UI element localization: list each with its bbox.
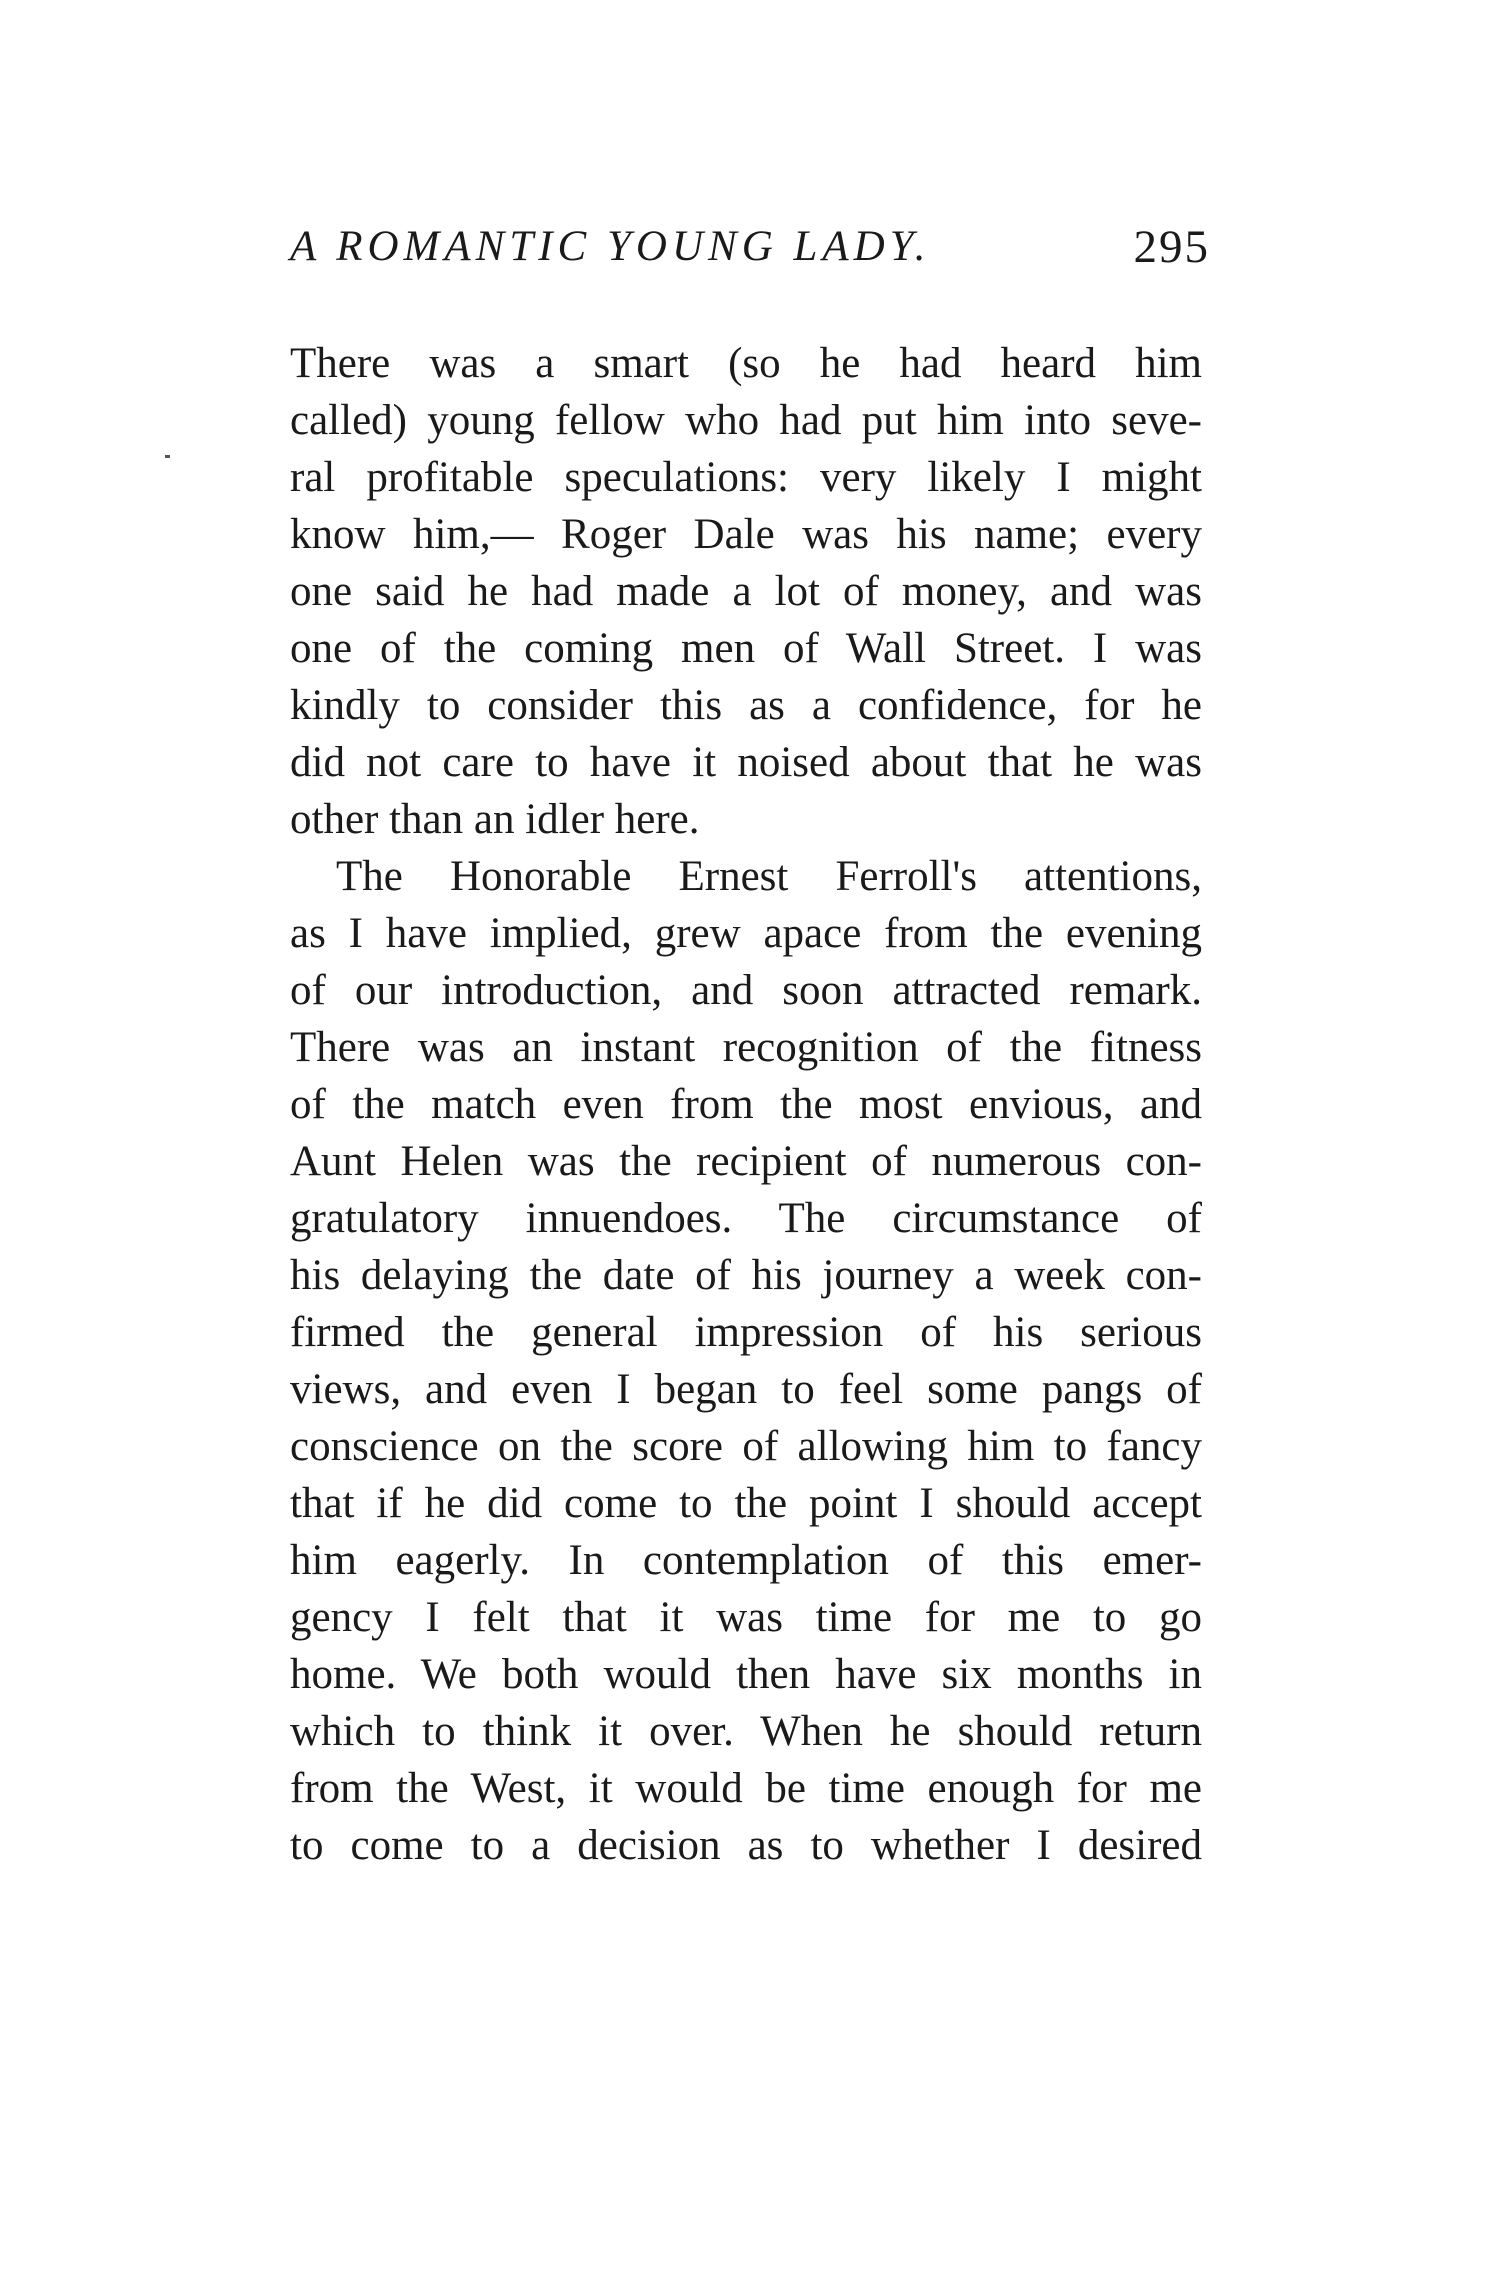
text-line: home. We both would then have six months in: [290, 1651, 1202, 1698]
text-line: of the match even from the most envious, and: [290, 1081, 1202, 1128]
text-line: There was an instant recognition of the fitness: [290, 1024, 1202, 1071]
body-text: [290, 335, 1202, 1874]
text-line: Aunt Helen was the recipient of numerous con-: [290, 1138, 1202, 1185]
text-line: kindly to consider this as a confidence, for he: [290, 682, 1202, 729]
text-line: conscience on the score of allowing him to fancy: [290, 1423, 1202, 1470]
text-line: him eagerly. In contemplation of this emer-: [290, 1537, 1202, 1584]
text-line: from the West, it would be time enough for me: [290, 1765, 1202, 1812]
text-line: of our introduction, and soon attracted remark.: [290, 967, 1202, 1014]
text-line: gency I felt that it was time for me to go: [290, 1594, 1202, 1641]
text-line: gratulatory innuendoes. The circumstance of: [290, 1195, 1202, 1242]
text-line: one said he had made a lot of money, and was: [290, 568, 1202, 615]
text-line: firmed the general impression of his serious: [290, 1309, 1202, 1356]
paragraph-start-line: The Honorable Ernest Ferroll's attentions,: [336, 853, 1202, 900]
text-line: There was a smart (so he had heard him: [290, 340, 1202, 387]
text-line: did not care to have it noised about that he was: [290, 739, 1202, 786]
text-line: one of the coming men of Wall Street. I was: [290, 625, 1202, 672]
running-title: A ROMANTIC YOUNG LADY.: [290, 223, 931, 270]
paragraph-end-line: other than an idler here.: [290, 796, 700, 843]
text-line: that if he did come to the point I should accept: [290, 1480, 1202, 1527]
text-line: called) young fellow who had put him into seve-: [290, 397, 1202, 444]
page-number: 295: [1133, 221, 1210, 273]
stray-ink-mark: [165, 455, 170, 458]
text-line: to come to a decision as to whether I desired: [290, 1822, 1202, 1869]
text-line: views, and even I began to feel some pangs of: [290, 1366, 1202, 1413]
running-head: [290, 210, 1210, 280]
text-line: know him,— Roger Dale was his name; every: [290, 511, 1202, 558]
text-line: ral profitable speculations: very likely I might: [290, 454, 1202, 501]
text-line: which to think it over. When he should return: [290, 1708, 1202, 1755]
text-line: as I have implied, grew apace from the evening: [290, 910, 1202, 957]
text-line: his delaying the date of his journey a week con-: [290, 1252, 1202, 1299]
